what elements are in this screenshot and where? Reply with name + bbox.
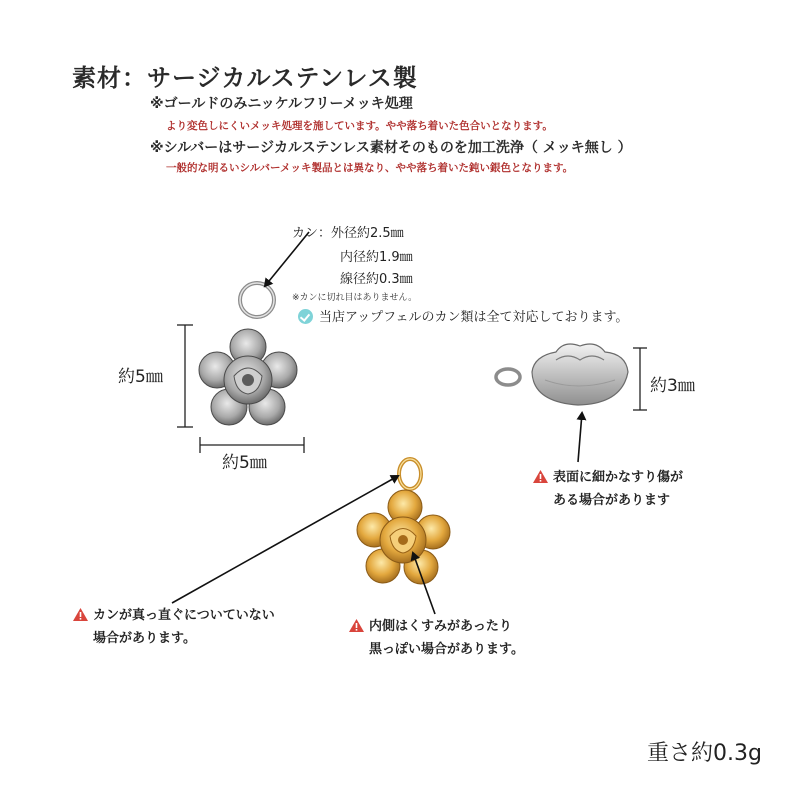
warning-dull xyxy=(348,615,524,661)
silver-rose-side-view xyxy=(496,344,628,405)
silver-rose-charm xyxy=(199,283,297,425)
warning-triangle-icon xyxy=(72,607,89,622)
ring-compat-text: 当店アップフェルのカン類は全て対応しております。 xyxy=(319,310,629,325)
warning-ring-line-2: 場合があります。 xyxy=(93,631,196,646)
gold-plating-note: ※ゴールドのみニッケルフリーメッキ処理 xyxy=(150,96,413,112)
silver-detail: 一般的な明るいシルバーメッキ製品とは異なり、やや落ち着いた鈍い銀色となります。 xyxy=(166,162,574,174)
warning-scratch-line-1: 表面に細かなすり傷が xyxy=(553,470,684,485)
warning-triangle-icon xyxy=(532,469,549,484)
ring-no-cut-note: ※カンに切れ目はありません。 xyxy=(292,293,418,303)
gold-rose-charm xyxy=(357,459,450,584)
warning-dull-line-1: 内側はくすみがあったり xyxy=(369,619,512,634)
width-label: 約5㎜ xyxy=(222,453,267,473)
ring-outer-diameter: カン：外径約2.5㎜ xyxy=(292,226,404,241)
warning-dull-line-2: 黒っぽい場合があります。 xyxy=(369,642,524,657)
warning-ring-line-1: カンが真っ直ぐについていない xyxy=(93,608,275,623)
thickness-label: 約3㎜ xyxy=(650,376,695,396)
ring-inner-diameter: 内径約1.9㎜ xyxy=(340,250,413,265)
height-label: 約5㎜ xyxy=(118,367,163,387)
warning-triangle-icon xyxy=(348,618,365,633)
ring-wire-diameter: 線径約0.3㎜ xyxy=(340,272,413,287)
material-title: 素材：サージカルステンレス製 xyxy=(72,64,418,92)
warning-scratch xyxy=(532,466,683,512)
warning-ring xyxy=(72,604,275,650)
gold-plating-detail: より変色しにくいメッキ処理を施しています。やや落ち着いた色合いとなります。 xyxy=(166,120,553,132)
warning-scratch-line-2: ある場合があります xyxy=(553,493,671,508)
weight-label: 重さ約0.3g xyxy=(647,741,762,766)
silver-note: ※シルバーはサージカルステンレス素材そのものを加工洗浄（ メッキ無し ） xyxy=(150,140,632,156)
